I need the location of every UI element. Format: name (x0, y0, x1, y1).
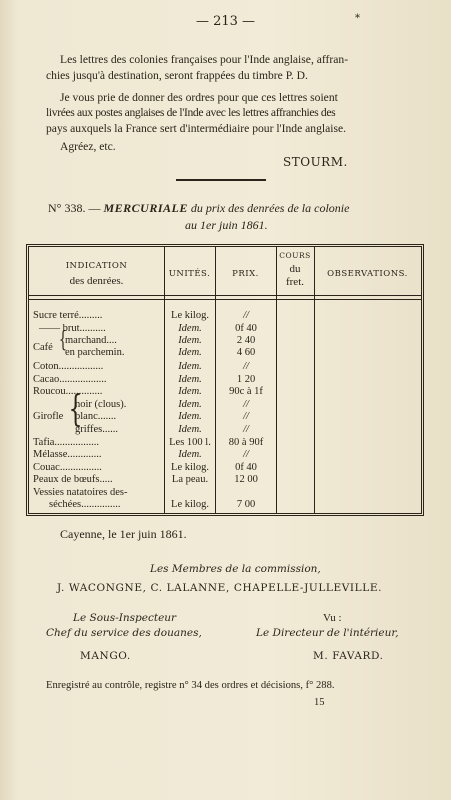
row-label: Tafia................. (33, 437, 100, 448)
section-title-rest: du prix des denrées de la colonie (190, 201, 350, 215)
row-unit: Idem. (178, 449, 202, 460)
right-signatory: M. FAVARD. (313, 650, 384, 662)
row-unit: La peau. (171, 474, 209, 485)
body-line-4: livrées aux postes anglaises de l'Inde avec les lettres affranchies des (46, 106, 336, 119)
section-title-line-2 (185, 218, 268, 233)
page-number: — 213 — (195, 14, 256, 29)
row-price: 4 60 (236, 347, 256, 358)
row-label: griffes...... (75, 424, 118, 435)
row-price: // (243, 424, 249, 435)
sheet-number: 15 (314, 697, 325, 708)
row-label: Couac................ (33, 462, 102, 473)
row-label: marchand.... (65, 335, 117, 346)
row-price: // (243, 449, 249, 460)
row-label: —— brut.......... (39, 323, 106, 334)
price-table (26, 244, 424, 516)
separator-rule (176, 179, 266, 181)
row-unit: Le kilog. (171, 462, 209, 473)
header-prix: PRIX. (232, 269, 259, 279)
row-label: Roucou.............. (33, 386, 103, 397)
header-rule (29, 299, 421, 300)
row-label: Peaux de bœufs..... (33, 474, 113, 485)
row-unit: Les 100 l. (169, 437, 211, 448)
ornament-mark: * (355, 13, 360, 24)
row-price: 2 40 (236, 335, 256, 346)
row-unit: Idem. (178, 424, 202, 435)
left-title-2: Chef du service des douanes, (46, 627, 202, 639)
section-number: N° 338. — (48, 201, 101, 215)
row-unit: Idem. (178, 347, 202, 358)
row-label: Cacao.................. (33, 374, 107, 385)
header-cours-fret: fret. (285, 276, 304, 288)
left-title-1: Le Sous-Inspecteur (73, 612, 177, 624)
row-price: 0f 40 (235, 323, 257, 334)
right-title-1: Vu : (323, 612, 342, 624)
section-title-date: au 1er juin 1861. (185, 218, 268, 232)
row-unit: Idem. (178, 411, 202, 422)
header-cours: COURS (279, 251, 311, 260)
section-title-bold: MERCURIALE (103, 201, 188, 215)
row-unit: Idem. (178, 399, 202, 410)
row-price: 90c à 1f (229, 386, 263, 397)
row-label: Mélasse............. (33, 449, 102, 460)
registration-line: Enregistré au contrôle, registre n° 34 des ordres et décisions, f° 288. (46, 680, 335, 691)
row-label: noir (clous). (75, 399, 127, 410)
commission-names: J. WACONGNE, C. LALANNE, CHAPELLE-JULLEVILLE. (57, 582, 383, 594)
row-price: // (243, 411, 249, 422)
row-unit: Le kilog. (171, 310, 209, 321)
header-rule (29, 295, 421, 296)
row-unit: Idem. (178, 323, 202, 334)
body-line-2: chies jusqu'à destination, seront frappées du timbre P. D. (46, 69, 308, 82)
row-label: Sucre terré......... (33, 310, 103, 321)
closing-line: Agréez, etc. (60, 140, 116, 153)
row-price: 7 00 (236, 499, 256, 510)
row-price: 12 00 (234, 474, 258, 485)
row-price: // (243, 361, 249, 372)
signature-stourm: STOURM. (283, 155, 348, 169)
row-unit: Idem. (178, 374, 202, 385)
row-price: // (243, 399, 249, 410)
header-cours-du: du (289, 263, 301, 275)
brace-girofle: { (68, 389, 83, 430)
row-label: Coton................. (33, 361, 104, 372)
row-label: blanc....... (75, 411, 117, 422)
row-unit: Idem. (178, 386, 202, 397)
row-unit: Le kilog. (171, 499, 209, 510)
header-observations: OBSERVATIONS. (327, 269, 408, 279)
right-title-2: Le Directeur de l'intérieur, (256, 627, 399, 639)
row-unit: Idem. (178, 335, 202, 346)
row-price: 0f 40 (235, 462, 257, 473)
header-indication-sub: des denrées. (69, 275, 124, 287)
row-price: // (243, 310, 249, 321)
row-label: en parchemin. (65, 347, 125, 358)
row-price: 1 20 (236, 374, 256, 385)
body-line-5: pays auxquels la France sert d'intermédiaire pour l'Inde anglaise. (46, 122, 347, 135)
group-label-cafe: Café (33, 342, 53, 353)
col-divider (314, 247, 315, 513)
body-line-3: Je vous prie de donner des ordres pour que ces lettres soient (60, 91, 338, 104)
commission-label: Les Membres de la commission, (150, 563, 321, 575)
left-signatory: MANGO. (80, 650, 131, 662)
row-label: séchées............... (49, 499, 121, 510)
row-price: 80 à 90f (228, 437, 264, 448)
group-label-girofle: Girofle (33, 411, 64, 422)
header-unites: UNITÉS. (168, 269, 211, 279)
section-title (48, 201, 349, 216)
brace-cafe: { (58, 328, 68, 353)
footer-date: Cayenne, le 1er juin 1861. (60, 527, 187, 541)
header-indication: INDICATION (65, 261, 128, 271)
body-line-1: Les lettres des colonies françaises pour l'Inde anglaise, affran- (60, 53, 349, 66)
row-unit: Idem. (178, 361, 202, 372)
row-label: Vessies natatoires des- (33, 487, 128, 498)
